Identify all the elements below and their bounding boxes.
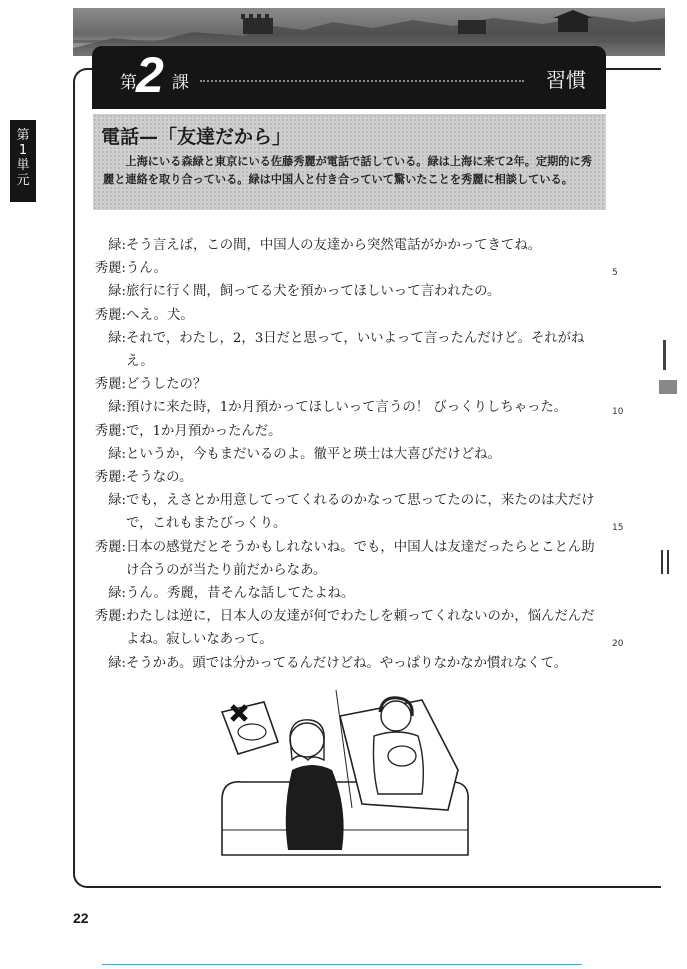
utterance: へえ。犬。 [126, 307, 194, 323]
speaker: 秀麗: [94, 307, 126, 323]
dialogue-line [92, 327, 632, 373]
footer-line [102, 964, 582, 965]
speaker: 緑: [108, 330, 126, 346]
unit-tab-char: 単 [16, 158, 30, 173]
speaker: 秀麗: [94, 423, 126, 439]
speaker: 緑: [108, 446, 126, 462]
dialogue-line [92, 234, 632, 257]
unit-side-tab [10, 120, 36, 202]
lesson-number: 2 [136, 47, 164, 103]
dialogue-line [92, 396, 632, 419]
header-rule [92, 104, 606, 109]
dialogue-line [92, 466, 632, 489]
dialogue-line [92, 489, 632, 535]
lesson-theme: 習慣 [546, 68, 586, 92]
dialogue-text [92, 234, 632, 675]
dialogue-line [92, 373, 632, 396]
speaker: 秀麗: [94, 377, 126, 393]
line-number: 10 [612, 407, 624, 418]
speaker: 秀麗: [94, 609, 126, 625]
unit-tab-char: 第 [16, 128, 30, 143]
lesson-header [92, 46, 606, 104]
unit-tab-char: 1 [18, 143, 28, 158]
speaker: 緑: [108, 493, 126, 509]
lesson-suffix: 課 [172, 73, 189, 93]
line-number: 15 [612, 523, 624, 534]
speaker: 緑: [108, 284, 126, 300]
line-number: 20 [612, 639, 624, 650]
scan-edge-marks [655, 280, 685, 604]
lesson-prefix: 第 [120, 73, 137, 93]
scene-description: 上海にいる森緑と東京にいる佐藤秀麗が電話で話している。緑は上海に来て2年。定期的に秀麗と連絡を取り合っている。緑は中国人と付き合っていて驚いたことを秀麗に相談している。 [103, 154, 592, 186]
utterance: で，1か月預かったんだ。 [126, 423, 282, 439]
dialogue-line [92, 280, 632, 303]
dialogue-line [92, 582, 632, 605]
page-number: 22 [73, 910, 89, 926]
header-dotted-leader [200, 80, 524, 82]
utterance: でも，えさとか用意してってくれるのかなって思ってたのに，来たのは犬だけで，これもまたびっくり。 [126, 493, 595, 532]
utterance: うん。 [126, 261, 167, 277]
speaker: 緑: [108, 586, 126, 602]
speaker: 秀麗: [94, 470, 126, 486]
utterance: 日本の感覚だとそうかもしれないね。でも，中国人は友達だったらとことん助け合うのが当たり前だからなあ。 [126, 539, 595, 578]
utterance: それで，わたし，2，3日だと思って，いいよって言ったんだけど。それがねえ。 [126, 330, 585, 370]
utterance: そうなの。 [126, 470, 193, 486]
utterance: そう言えば，この間，中国人の友達から突然電話がかかってきてね。 [126, 238, 542, 253]
utterance: そうかあ。頭では分かってるんだけどね。やっぱりなかなか慣れなくて。 [126, 655, 568, 671]
intro-box [93, 114, 606, 210]
dialogue-line [92, 420, 632, 443]
utterance: どうしたの？ [126, 377, 207, 393]
dialogue-line [92, 443, 632, 466]
unit-tab-char: 元 [16, 173, 30, 188]
dialogue-line [92, 257, 632, 280]
speaker: 緑: [108, 400, 126, 416]
dialogue-line [92, 652, 632, 675]
utterance: わたしは逆に，日本人の友達が何でわたしを頼ってくれないのか，悩んだんだよね。寂しいなあって。 [126, 609, 595, 648]
utterance: というか，今もまだいるのよ。徹平と瑛士は大喜びだけどね。 [126, 446, 501, 462]
dialogue-line [92, 304, 632, 327]
utterance: 旅行に行く間，飼ってる犬を預かってほしいって言われたの。 [126, 284, 501, 300]
phone-call-illustration [212, 690, 472, 864]
dialogue-title: 電話—「友達だから」 [101, 126, 292, 148]
dialogue-line [92, 536, 632, 582]
utterance: 預けに来た時，1か月預かってほしいって言うの！ びっくりしちゃった。 [126, 400, 568, 416]
speaker: 緑: [108, 238, 126, 253]
line-number: 5 [612, 268, 618, 279]
dialogue-line [92, 605, 632, 651]
speaker: 秀麗: [94, 261, 126, 277]
speaker: 緑: [108, 655, 126, 671]
utterance: うん。秀麗，昔そんな話してたよね。 [126, 586, 355, 602]
speaker: 秀麗: [94, 539, 126, 555]
